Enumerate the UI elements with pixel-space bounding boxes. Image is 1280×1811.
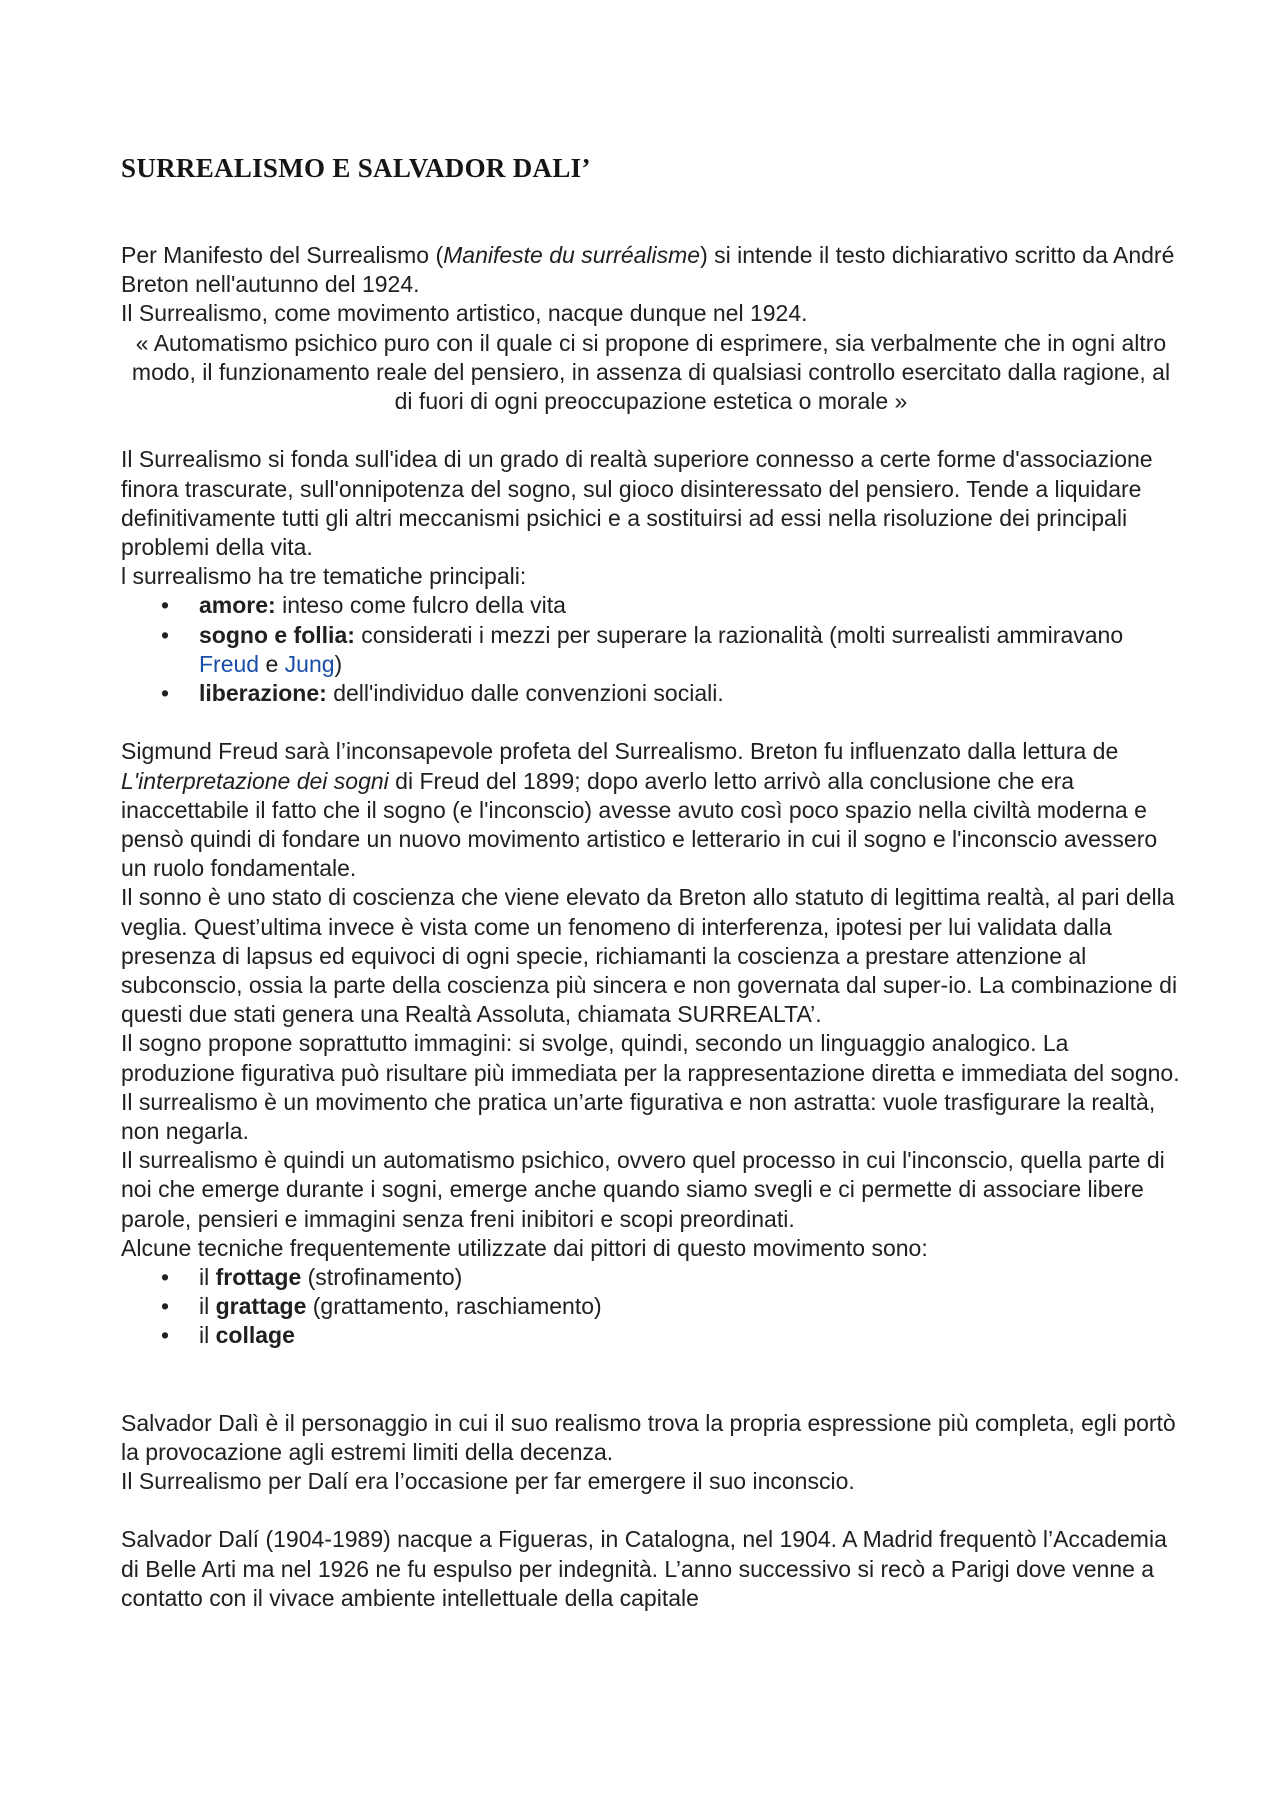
list-item <box>121 1263 1181 1292</box>
text-span: Per Manifesto del Surrealismo ( <box>121 242 444 268</box>
text-span: ) si intende il testo dichiarativo scritto da André Breton nell'autunno del 1924. <box>121 242 1175 298</box>
list-item <box>121 1321 1181 1350</box>
paragraph: Il surrealismo è quindi un automatismo psichico, ovvero quel processo in cui l'inconscio, quella parte di noi che emerge durante i sogni, emerge anche quando siamo svegli e ci permette di associare libere parole, pensieri e immagini senza freni inibitori e scopi preordinati. <box>121 1147 1165 1232</box>
paragraph: Il sogno propone soprattutto immagini: si svolge, quindi, secondo un linguaggio analogico. La produzione figurativa può risultare più immediata per la rappresentazione diretta e immediata del sogno. <box>121 1030 1180 1086</box>
spacer <box>121 1496 1181 1525</box>
paragraph <box>121 737 1181 883</box>
list-term: grattage <box>215 1293 307 1320</box>
paragraph: l surrealismo ha tre tematiche principali: <box>121 563 527 590</box>
list-item <box>121 591 1181 620</box>
freud-link[interactable]: Freud <box>199 650 260 677</box>
text-span: di Freud del 1899; dopo averlo letto arrivò alla conclusione che era inaccettabile il fatto che il sogno (e l'inconscio) avesse avuto così poco spazio nella civiltà moderna e pensò quindi di fondare un nuovo movimento artistico e letterario in cui il sogno e l'inconscio avessero un ruolo fondamentale. <box>121 767 1158 882</box>
list-text: (strofinamento) <box>301 1264 463 1291</box>
list-text: ) <box>334 650 343 677</box>
intro-paragraph-2: Il Surrealismo, come movimento artistico, nacque dunque nel 1924. <box>121 300 808 327</box>
jung-link[interactable]: Jung <box>284 650 335 677</box>
list-term: amore: <box>199 592 276 619</box>
list-term: liberazione: <box>199 680 327 707</box>
paragraph: Il Surrealismo si fonda sull'idea di un grado di realtà superiore connesso a certe forme d'associazione finora trascurate, sull'onnipotenza del sogno, sul gioco disinteressato del pensiero. Tende a liquidare definitivamente tutti gli altri meccanismi psichici e a sostituirsi ad essi nella risoluzione dei principali problemi della vita. <box>121 446 1153 561</box>
document-title: SURREALISMO E SALVADOR DALI’ <box>121 153 591 183</box>
document-body <box>121 241 1181 1613</box>
spacer <box>121 1351 1181 1409</box>
list-item <box>121 1292 1181 1321</box>
italic-title: Manifeste du surréalisme <box>443 242 701 268</box>
manifesto-quote: « Automatismo psichico puro con il quale ci si propone di esprimere, sia verbalmente che in ogni altro modo, il funzionamento reale del pensiero, in assenza di qualsiasi controllo esercitato dalla ragione, al di fuori di ogni preoccupazione estetica o morale » <box>131 329 1171 415</box>
list-text: (grattamento, raschiamento) <box>306 1293 602 1320</box>
list-text: il <box>199 1264 216 1291</box>
list-text: il <box>199 1293 216 1320</box>
spacer <box>121 416 1181 445</box>
list-text: inteso come fulcro della vita <box>275 592 566 619</box>
list-term: frottage <box>215 1264 302 1291</box>
list-item <box>121 679 1181 708</box>
text-span: Sigmund Freud sarà l’inconsapevole profeta del Surrealismo. Breton fu influenzato dalla lettura de <box>121 738 1119 765</box>
spacer <box>121 708 1181 737</box>
list-term: sogno e follia: <box>199 621 355 648</box>
list-text: il <box>199 1322 216 1349</box>
paragraph: Il sonno è uno stato di coscienza che viene elevato da Breton allo statuto di legittima realtà, al pari della veglia. Quest’ultima invece è vista come un fenomeno di interferenza, ipotesi per lui validata dalla presenza di lapsus ed equivoci di ogni specie, richiamanti la coscienza a prestare attenzione al subconscio, ossia la parte della coscienza più sincera e non governata dal super-io. La combinazione di questi due stati genera una Realtà Assoluta, chiamata SURREALTA’. <box>121 884 1178 1028</box>
techniques-list <box>121 1263 1181 1351</box>
list-text: considerati i mezzi per superare la razionalità (molti surrealisti ammiravano <box>354 621 1124 648</box>
italic-title: L'interpretazione dei sogni <box>121 767 389 794</box>
paragraph: Il Surrealismo per Dalí era l’occasione per far emergere il suo inconscio. <box>121 1468 855 1495</box>
document-page <box>121 151 1181 1613</box>
paragraph: Alcune tecniche frequentemente utilizzate dai pittori di questo movimento sono: <box>121 1234 928 1261</box>
list-term: collage <box>215 1322 295 1349</box>
list-text: e <box>259 650 285 677</box>
paragraph: Il surrealismo è un movimento che pratica un’arte figurativa e non astratta: vuole trasfigurare la realtà, non negarla. <box>121 1088 1156 1145</box>
list-item <box>121 621 1181 679</box>
paragraph: Salvador Dalí (1904-1989) nacque a Figueras, in Catalogna, nel 1904. A Madrid frequentò l’Accademia di Belle Arti ma nel 1926 ne fu espulso per indegnità. L’anno successivo si recò a Parigi dove venne a contatto con il vivace ambiente intellettuale della capitale <box>121 1526 1167 1611</box>
list-text: dell'individuo dalle convenzioni sociali. <box>326 680 724 707</box>
themes-list <box>121 591 1181 708</box>
intro-paragraph <box>121 241 1181 299</box>
paragraph: Salvador Dalì è il personaggio in cui il suo realismo trova la propria espressione più completa, egli portò la provocazione agli estremi limiti della decenza. <box>121 1409 1176 1465</box>
